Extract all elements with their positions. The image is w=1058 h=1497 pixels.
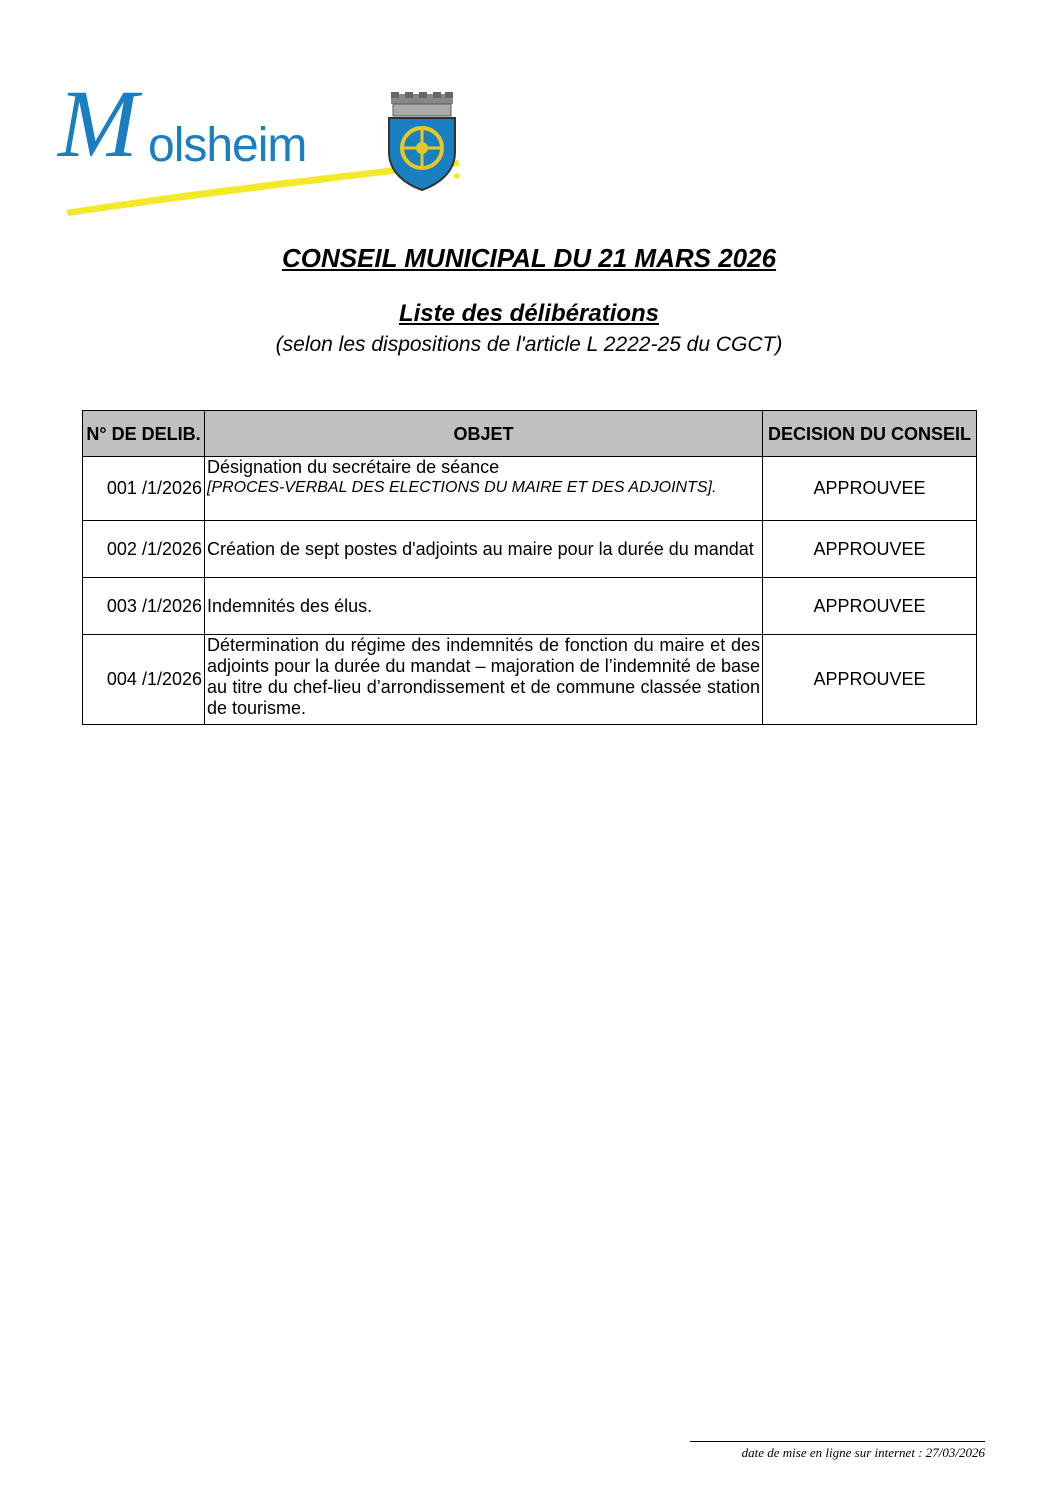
deliberations-table bbox=[82, 410, 977, 725]
delib-number: 004 /1/2026 bbox=[83, 635, 205, 725]
legal-note: (selon les dispositions de l'article L 2222-25 du CGCT) bbox=[275, 333, 783, 356]
column-header-objet: OBJET bbox=[205, 411, 763, 457]
delib-number: 003 /1/2026 bbox=[83, 578, 205, 635]
delib-number: 002 /1/2026 bbox=[83, 521, 205, 578]
table-row bbox=[83, 578, 977, 635]
table-header-row bbox=[83, 411, 977, 457]
delib-objet-detail: [PROCES-VERBAL DES ELECTIONS DU MAIRE ET DES ADJOINTS]. bbox=[207, 479, 717, 496]
delib-objet bbox=[205, 521, 763, 578]
delib-objet bbox=[205, 635, 763, 725]
delib-objet-text: Détermination du régime des indemnités de fonction du maire et des adjoints pour la durée du mandat – majoration de l’indemnité de base au titre du chef-lieu d’arrondissement et de commune classée station de tourisme. bbox=[207, 635, 760, 718]
delib-objet bbox=[205, 578, 763, 635]
table-row bbox=[83, 635, 977, 725]
delib-decision: APPROUVEE bbox=[763, 457, 977, 521]
delib-objet-text: Désignation du secrétaire de séance bbox=[207, 457, 500, 477]
delib-number: 001 /1/2026 bbox=[83, 457, 205, 521]
table-row bbox=[83, 521, 977, 578]
coat-of-arms-icon bbox=[383, 92, 461, 192]
table-row bbox=[83, 457, 977, 521]
delib-decision: APPROUVEE bbox=[763, 521, 977, 578]
column-header-num: N° DE DELIB. bbox=[83, 411, 205, 457]
molsheim-logo: M olsheim bbox=[58, 82, 468, 217]
delib-objet-text: Création de sept postes d'adjoints au maire pour la durée du mandat bbox=[207, 538, 754, 559]
column-header-decision: DECISION DU CONSEIL bbox=[763, 411, 977, 457]
page-title: CONSEIL MUNICIPAL DU 21 MARS 2026 bbox=[281, 243, 777, 273]
publication-date: date de mise en ligne sur internet : 27/03/2026 bbox=[741, 1445, 985, 1460]
delib-objet bbox=[205, 457, 763, 521]
delib-decision: APPROUVEE bbox=[763, 635, 977, 725]
page-subtitle: Liste des délibérations bbox=[398, 300, 660, 327]
delib-decision: APPROUVEE bbox=[763, 578, 977, 635]
delib-objet-text: Indemnités des élus. bbox=[207, 595, 373, 616]
footer-divider bbox=[690, 1441, 985, 1442]
